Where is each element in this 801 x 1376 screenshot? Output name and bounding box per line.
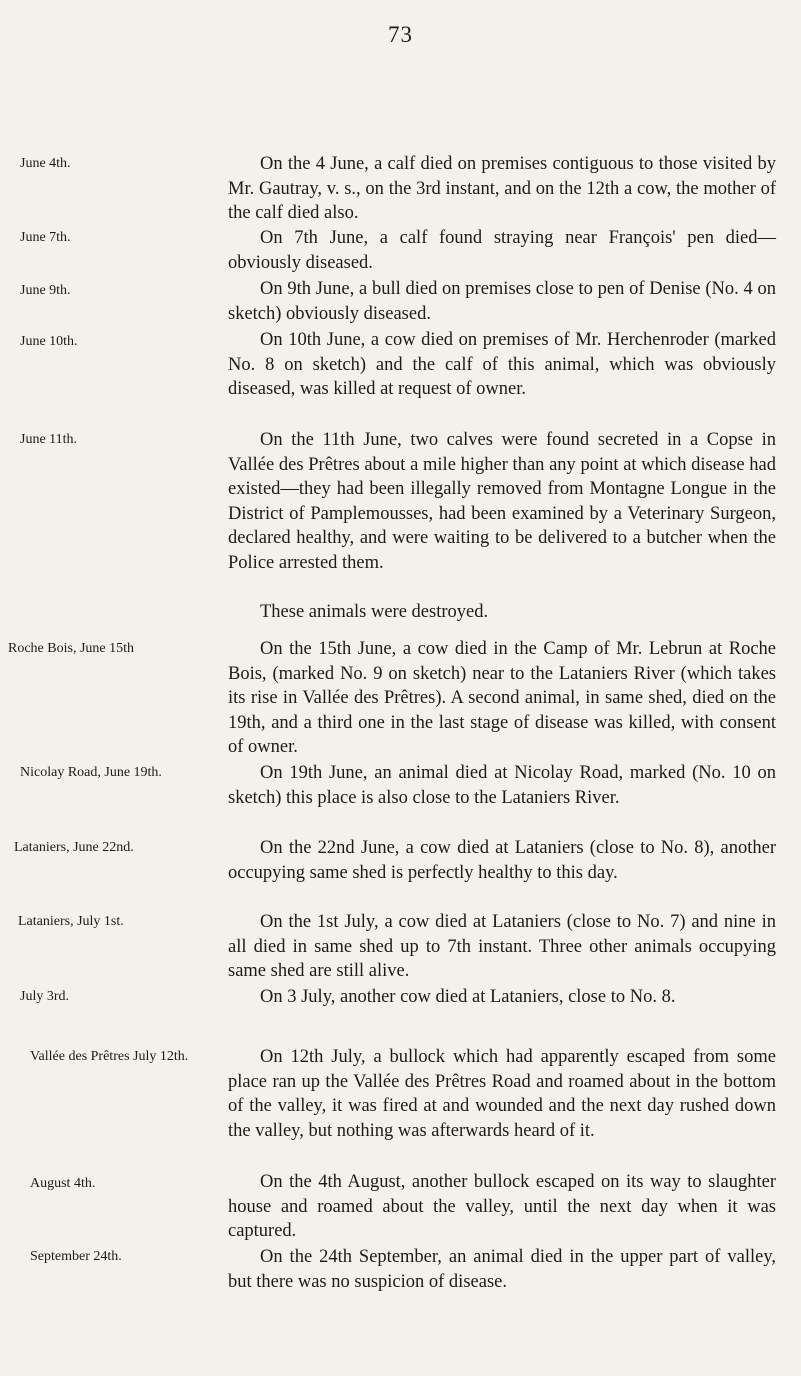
margin-date: Lataniers, June 22nd. [14,840,134,855]
entry-text: On the 11th June, two calves were found secreted in a Copse in Vallée des Prêtres about a mile higher than any point at which disease had existed—they had been illegally removed from Montagne Longue in the District of Pamplemousses, had been examined by a Veterinary Surgeon, declared healthy, and were waiting to be delivered to a butcher when the Police arrested them. [228,430,776,573]
entry-text: On the 22nd June, a cow died at Lataniers (close to No. 8), another occupying same shed is perfectly healthy to this day. [228,838,776,883]
page-number: 73 [388,22,413,47]
margin-date: July 3rd. [20,989,69,1004]
entry-text: On 3 July, another cow died at Lataniers, close to No. 8. [260,987,676,1007]
entry-text: On 19th June, an animal died at Nicolay Road, marked (No. 10 on sketch) this place is also close to the Lataniers River. [228,763,776,808]
margin-date: June 10th. [20,334,78,349]
margin-date: Nicolay Road, June 19th. [20,765,162,780]
margin-date: June 7th. [20,230,71,245]
entry-text: On 9th June, a bull died on premises close to pen of Denise (No. 4 on sketch) obviously diseased. [228,279,776,324]
entry-text: On 12th July, a bullock which had apparently escaped from some place ran up the Vallée des Prêtres Road and roamed about in the bottom of the valley, it was fired at and wounded and the next day rushed down the valley, but nothing was afterwards heard of it. [228,1047,776,1141]
entry-text: On 10th June, a cow died on premises of Mr. Herchenroder (marked No. 8 on sketch) and the calf of this animal, which was obviously diseased, was killed at request of owner. [228,330,776,399]
margin-date: August 4th. [30,1176,96,1191]
entry-text: These animals were destroyed. [260,602,489,622]
margin-date: June 11th. [20,432,78,447]
margin-date: September 24th. [30,1249,122,1264]
margin-date: June 4th. [20,156,71,171]
margin-date: June 9th. [20,283,71,298]
margin-date: Vallée des Prêtres July 12th. [30,1049,189,1064]
entry-text: On 7th June, a calf found straying near François' pen died—obviously diseased. [228,228,776,273]
entry-text: On the 4th August, another bullock escaped on its way to slaughter house and roamed about the valley, until the next day when it was captured. [228,1172,776,1241]
entry-text: On the 24th September, an animal died in the upper part of valley, but there was no suspicion of disease. [228,1247,776,1292]
entry-text: On the 1st July, a cow died at Lataniers (close to No. 7) and nine in all died in same shed up to 7th instant. Three other animals occupying same shed are still alive. [228,912,776,981]
margin-date: Roche Bois, June 15th [8,641,134,656]
entry-text: On the 4 June, a calf died on premises contiguous to those visited by Mr. Gautray, v. s., on the 3rd instant, and on the 12th a cow, the mother of the calf died also. [228,154,776,223]
entry-text: On the 15th June, a cow died in the Camp of Mr. Lebrun at Roche Bois, (marked No. 9 on sketch) near to the Lataniers River (which takes its rise in Vallée des Prêtres). A second animal, in same shed, died on the 19th, and a third one in the last stage of disease was killed, with consent of owner. [228,639,776,757]
margin-date: Lataniers, July 1st. [18,914,124,929]
